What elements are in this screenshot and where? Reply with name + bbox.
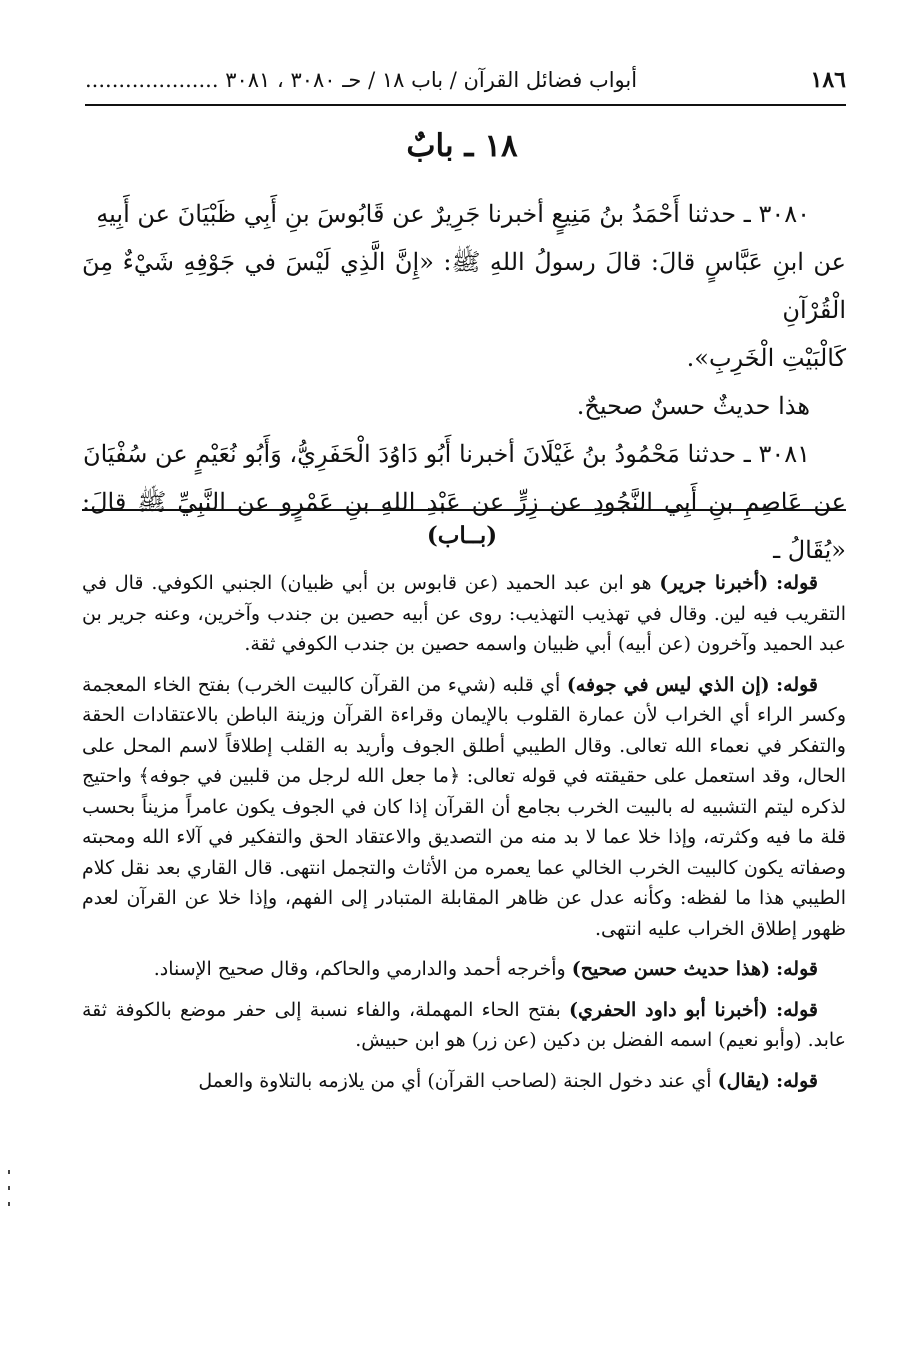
- commentary-paragraph: [82, 568, 846, 660]
- hadith-3080-grade: هذا حديثٌ حسنٌ صحيحٌ.: [576, 392, 810, 420]
- commentary-paragraph: [82, 670, 846, 945]
- commentary-lead: قوله:: [776, 958, 818, 980]
- commentary-quote: (يقال): [717, 1069, 771, 1092]
- commentary-text: أي قلبه (شيء من القرآن كالبيت الخرب) بفتح الخاء المعجمة وكسر الراء أي الخراب لأن عمارة القلوب بالإيمان وقراءة القرآن وزينة الباطن بالاعتقادات الحقة والتفكر في نعماء الله تعالى. وقال الطيبي أطلق الجوف وأريد به القلب إطلاقاً لاسم المحل على الحال، وقد استعمل على حقيقته في قوله تعالى: ﴿ما جعل الله لرجل من قلبين في جوفه﴾ واحتيج لذكره ليتم التشبيه له بالبيت الخرب بجامع أن القرآن إذا كان في الجوف يكون عامراً مزيناً بحسب قلة ما فيه وكثرته، وإذا خلا عما لا بد منه من التصديق والاعتقاد الحق والتفكير في آلاء الله ومحبته وصفاته يكون كالبيت الخرب الخالي عما يعمره من الأثاث والتجمل انتهى. قال القاري بعد نقل كلام الطيبي هذا ما لفظه: وكأنه عدل عن ظاهر المقابلة المتبادر إلى الفهم، وإذا خلا عن القرآن لعدم ظهور إطلاق الخراب عليه انتهى.: [82, 673, 846, 940]
- commentary-lead: قوله:: [776, 1069, 818, 1092]
- chapter-heading: ١٨ ـ بابٌ: [406, 128, 518, 164]
- commentary-quote: (هذا حديث حسن صحيح): [571, 958, 771, 980]
- scan-edge-marks: [4, 1170, 10, 1240]
- commentary-lead: قوله:: [776, 998, 818, 1021]
- commentary-lead: قوله:: [776, 572, 818, 594]
- commentary-paragraph: [82, 954, 846, 985]
- page-number: ١٨٦: [810, 67, 846, 93]
- commentary-lead: قوله:: [776, 673, 819, 696]
- commentary-heading: (بــاب): [426, 522, 498, 549]
- hadith-text: [82, 190, 846, 574]
- scan-mark: [8, 1186, 10, 1190]
- hadith-3080-line-2: عن ابنِ عَبَّاسٍ قالَ: قالَ رسولُ اللهِ ﷺ: «إِنَّ الَّذِي لَيْسَ في جَوْفِهِ شَيْءٌ مِنَ الْقُرْآنِ: [82, 248, 846, 324]
- footnote-divider: [82, 509, 846, 511]
- commentary-text: وأخرجه أحمد والدارمي والحاكم، وقال صحيح الإسناد.: [153, 958, 566, 980]
- commentary-quote: (إن الذي ليس في جوفه): [566, 673, 770, 696]
- commentary-text: هو ابن عبد الحميد (عن قابوس بن أبي ظبيان) الجنبي الكوفي. قال في التقريب فيه لين. وقال في تهذيب التهذيب: روى عن أبيه حصين بن جندب وآخرين، وعنه جرير بن عبد الحميد وآخرون (عن أبيه) أبي ظبيان واسمه حصين بن جندب الكوفي ثقة.: [82, 572, 846, 655]
- commentary-quote: (أخبرنا أبو داود الحفري): [569, 998, 768, 1021]
- scan-mark: [8, 1170, 10, 1174]
- hadith-3080-line-1: ٣٠٨٠ ـ حدثنا أَحْمَدُ بنُ مَنِيعٍ أخبرنا جَرِيرٌ عن قَابُوسَ بنِ أَبِي ظَبْيَانَ عن أَبِيهِ: [96, 200, 810, 228]
- hadith-3080-line-3: كَالْبَيْتِ الْخَرِبِ».: [686, 344, 846, 372]
- commentary-paragraph: [82, 1066, 846, 1097]
- commentary-text: بفتح الحاء المهملة، والفاء نسبة إلى حفر موضع بالكوفة ثقة عابد. (وأبو نعيم) اسمه الفضل بن دكين (عن زر) هو ابن حبيش.: [82, 998, 846, 1051]
- commentary-paragraph: [82, 995, 846, 1056]
- commentary-text: أي عند دخول الجنة (لصاحب القرآن) أي من يلازمه بالتلاوة والعمل: [198, 1069, 712, 1092]
- hadith-3081-line-2: عن عَاصِمِ بنِ أَبِي النَّجُودِ عن زِرٍّ عن عَبْدِ اللهِ بنِ عَمْرٍو عن النَّبِيِّ ﷺ قالَ: «يُقَالُ ـ: [82, 488, 846, 564]
- commentary: [82, 568, 846, 1106]
- commentary-quote: (أخبرنا جرير): [659, 572, 769, 594]
- running-header: [85, 62, 846, 106]
- hadith-3081-line-1: ٣٠٨١ ـ حدثنا مَحْمُودُ بنُ غَيْلَانَ أخبرنا أَبُو دَاوُدَ الْحَفَرِيُّ، وَأَبُو نُعَيْمٍ عن سُفْيَانَ: [82, 440, 810, 468]
- running-title: أبواب فضائل القرآن / باب ١٨ / حـ ٣٠٨٠ ، ٣٠٨١ ....................: [85, 68, 638, 92]
- scan-mark: [8, 1202, 10, 1206]
